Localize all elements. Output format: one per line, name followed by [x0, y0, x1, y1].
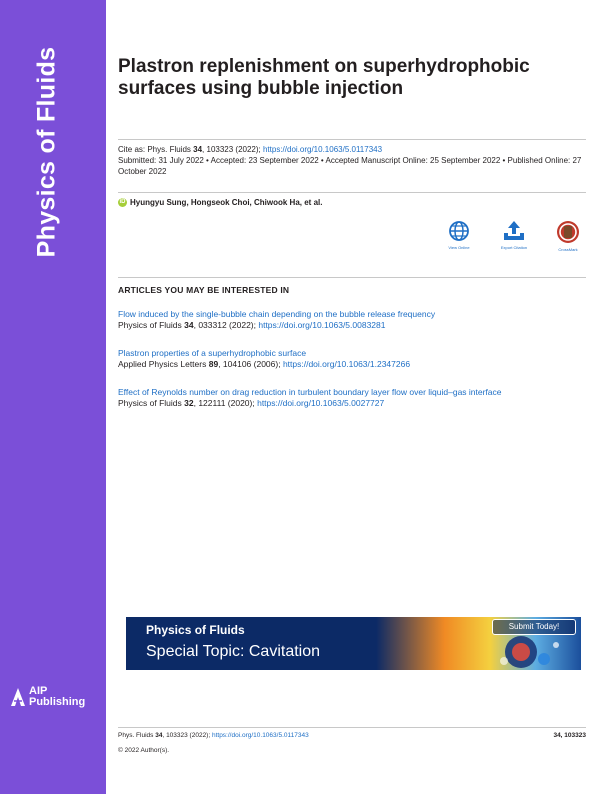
- cite-as-prefix: Cite as: Phys. Fluids: [118, 145, 194, 154]
- related-ref-rest: , 033312 (2022);: [193, 320, 259, 330]
- journal-sidebar: [0, 0, 106, 794]
- cite-as-line: [118, 144, 586, 155]
- footer-citation: [118, 731, 309, 740]
- citation-block: [118, 139, 586, 177]
- footer-citation-rest: , 103323 (2022);: [162, 732, 212, 739]
- export-icon: [502, 220, 526, 242]
- related-doi-link[interactable]: https://doi.org/10.1063/5.0083281: [258, 320, 386, 330]
- related-article: [118, 387, 586, 409]
- banner-topic-prefix: Special Topic:: [146, 643, 249, 660]
- crossmark-icon: [556, 220, 580, 244]
- authors-text[interactable]: Hyungyu Sung, Hongseok Choi, Chiwook Ha, et al.: [130, 198, 323, 207]
- copyright-notice: © 2022 Author(s).: [118, 747, 170, 754]
- related-article-title[interactable]: Flow induced by the single-bubble chain depending on the bubble release frequency: [118, 309, 436, 319]
- crossmark-button[interactable]: [548, 220, 588, 252]
- banner-topic: [146, 643, 320, 661]
- export-citation-label: Export Citation: [500, 245, 528, 250]
- submit-today-button[interactable]: Submit Today!: [492, 619, 576, 635]
- related-ref-rest: , 104106 (2006);: [218, 359, 283, 369]
- banner-topic-name: Cavitation: [248, 643, 321, 660]
- orcid-icon[interactable]: iD: [119, 199, 126, 205]
- journal-name-vertical: Physics of Fluids: [32, 46, 61, 258]
- footer-citation-prefix: Phys. Fluids: [118, 732, 156, 739]
- related-article-ref: [118, 320, 586, 331]
- related-articles-heading: ARTICLES YOU MAY BE INTERESTED IN: [118, 277, 586, 295]
- publication-dates: Submitted: 31 July 2022 • Accepted: 23 September 2022 • Accepted Manuscript Online: 25 September 2022 • Published Online: 27 October 2022: [118, 156, 582, 176]
- footer-doi-link[interactable]: https://doi.org/10.1063/5.0117343: [211, 732, 309, 739]
- banner-journal-name: Physics of Fluids: [146, 623, 245, 637]
- related-journal: Applied Physics Letters: [118, 359, 209, 369]
- aip-logo-line1: AIP: [29, 685, 48, 697]
- related-volume: 34: [184, 320, 194, 330]
- crossmark-label: CrossMark: [558, 247, 578, 252]
- related-article-title[interactable]: Effect of Reynolds number on drag reduction in turbulent boundary layer flow over liquid–gas interface: [118, 387, 502, 397]
- related-volume: 32: [184, 398, 194, 408]
- export-citation-button[interactable]: [494, 220, 534, 250]
- article-title: Plastron replenishment on superhydrophobic surfaces using bubble injection: [118, 56, 530, 99]
- view-online-button[interactable]: [439, 220, 479, 250]
- authors-line: [118, 192, 586, 208]
- footer-article-number: 34, 103323: [553, 732, 586, 739]
- related-ref-rest: , 122111 (2020);: [193, 398, 258, 408]
- cite-doi-link[interactable]: https://doi.org/10.1063/5.0117343: [262, 145, 383, 154]
- related-journal: Physics of Fluids: [118, 398, 185, 408]
- special-topic-banner[interactable]: [126, 617, 581, 670]
- cite-as-rest: , 103323 (2022);: [202, 145, 263, 154]
- related-article: [118, 309, 586, 331]
- aip-logo-icon: [10, 687, 26, 707]
- related-doi-link[interactable]: https://doi.org/10.1063/5.0027727: [257, 398, 385, 408]
- globe-icon: [448, 220, 470, 242]
- view-online-label: View Online: [448, 245, 470, 250]
- page-footer: [118, 727, 586, 740]
- related-article-ref: [118, 359, 586, 370]
- related-article: [118, 348, 586, 370]
- related-journal: Physics of Fluids: [118, 320, 185, 330]
- aip-logo-line2: Publishing: [29, 696, 86, 708]
- related-article-ref: [118, 398, 586, 409]
- related-doi-link[interactable]: https://doi.org/10.1063/1.2347266: [282, 359, 411, 369]
- related-article-title[interactable]: Plastron properties of a superhydrophobic surface: [118, 348, 307, 358]
- aip-publishing-logo[interactable]: [10, 686, 85, 708]
- cite-volume: 34: [193, 145, 203, 154]
- footer-volume: 34: [155, 732, 163, 739]
- related-volume: 89: [208, 359, 219, 369]
